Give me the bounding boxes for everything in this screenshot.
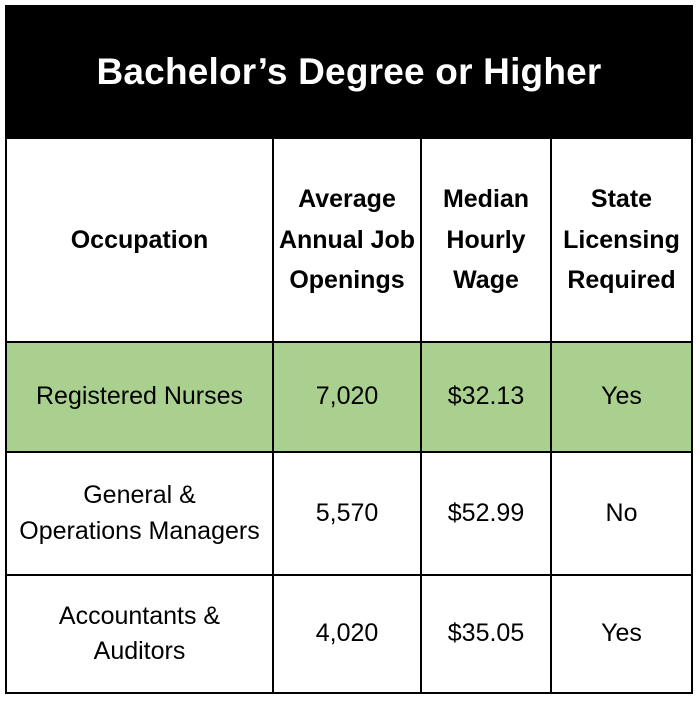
table-cell-openings: 5,570 bbox=[274, 453, 422, 576]
table-cell-wage: $35.05 bbox=[422, 576, 552, 694]
table-cell-licensing: No bbox=[552, 453, 693, 576]
table-cell-occupation: Registered Nurses bbox=[5, 343, 274, 453]
table-title-bar bbox=[5, 5, 693, 139]
table-cell-wage: $52.99 bbox=[422, 453, 552, 576]
occupation-table bbox=[5, 5, 693, 694]
table-title: Bachelor’s Degree or Higher bbox=[96, 51, 602, 92]
table-cell-licensing: Yes bbox=[552, 576, 693, 694]
table-cell-wage: $32.13 bbox=[422, 343, 552, 453]
table-cell-occupation: General & Operations Managers bbox=[5, 453, 274, 576]
header-annual-job-openings: Average Annual Job Openings bbox=[274, 139, 422, 343]
header-occupation: Occupation bbox=[5, 139, 274, 343]
table-cell-licensing: Yes bbox=[552, 343, 693, 453]
header-state-licensing-required: State Licensing Required bbox=[552, 139, 693, 343]
table-cell-occupation: Accountants & Auditors bbox=[5, 576, 274, 694]
table-cell-openings: 7,020 bbox=[274, 343, 422, 453]
header-median-hourly-wage: Median Hourly Wage bbox=[422, 139, 552, 343]
table-grid bbox=[5, 139, 693, 694]
table-cell-openings: 4,020 bbox=[274, 576, 422, 694]
